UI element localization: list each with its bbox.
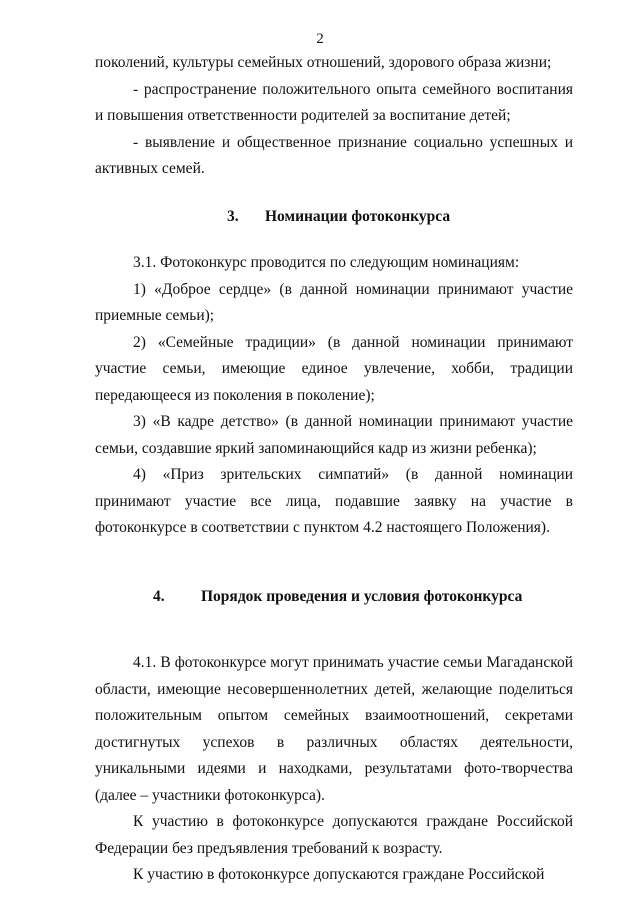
section-number: 3.	[227, 207, 239, 225]
bullet-paragraph: - распространение положительного опыта семейного воспитания и повышения ответственности родителей за воспитание детей;	[95, 80, 573, 124]
section-title: Порядок проведения и условия фотоконкурса	[201, 587, 523, 605]
list-item: 2) «Семейные традиции» (в данной номинации принимают участие семьи, имеющие единое увлечение, хобби, традиции передающееся из поколения в поколение);	[95, 333, 573, 404]
paragraph: К участию в фотоконкурсе допускаются граждане Российской	[133, 866, 545, 883]
page-number: 2	[316, 31, 324, 47]
list-item: 4) «Приз зрительских симпатий» (в данной номинации принимают участие все лица, подавшие заявку на участие в фотоконкурсе в соответствии с пунктом 4.2 настоящего Положения).	[95, 466, 573, 536]
section-title: Номинации фотоконкурса	[265, 207, 451, 225]
list-item: 3) «В кадре детство» (в данной номинации принимают участие семьи, создавшие яркий запоминающийся кадр из жизни ребенка);	[95, 413, 573, 457]
section-heading	[95, 204, 573, 231]
paragraph-continuation: поколений, культуры семейных отношений, здорового образа жизни;	[95, 54, 552, 71]
section-number: 4.	[153, 587, 165, 605]
paragraph: 3.1. Фотоконкурс проводится по следующим номинациям:	[133, 254, 520, 271]
section-heading	[95, 584, 573, 611]
list-item: 1) «Доброе сердце» (в данной номинации принимают участие приемные семьи);	[95, 280, 573, 324]
document-body	[95, 50, 573, 889]
paragraph: К участию в фотоконкурсе допускаются граждане Российской Федерации без предъявления требований к возрасту.	[95, 813, 573, 857]
bullet-paragraph: - выявление и общественное признание социально успешных и активных семей.	[95, 133, 573, 177]
paragraph: 4.1. В фотоконкурсе могут принимать участие семьи Магаданской области, имеющие несовершеннолетних детей, желающие поделиться положительным опытом семейных взаимоотношений, секретами достигнутых успехов в различных областях деятельности, уникальными идеями и находками, результатами фото-творчества (далее – участники фотоконкурса).	[95, 654, 573, 804]
